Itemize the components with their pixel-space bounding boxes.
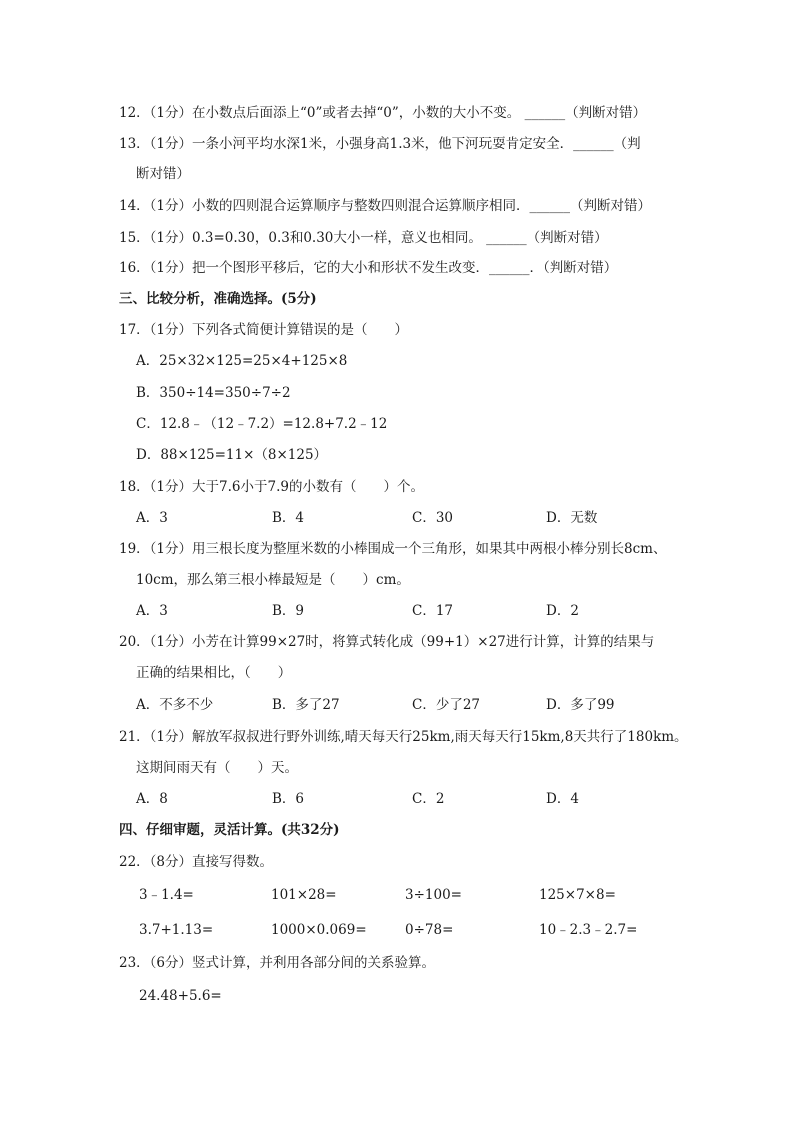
calc-item: 3﹣1.4= [139, 887, 194, 903]
section-3-heading: 三、比较分析，准确选择。(5分) [119, 291, 317, 307]
question-13-line-1: 13．（1分）一条小河平均水深1米，小强身高1.3米，他下河玩耍肯定安全．______（判 [119, 136, 641, 152]
calc-item: 0÷78= [405, 922, 454, 938]
question-23: 23．（6分）竖式计算，并利用各部分间的关系验算。 [119, 955, 436, 971]
q21-option-c: C．2 [412, 791, 445, 807]
question-20-line-1: 20．（1分）小芳在计算99×27时，将算式转化成（99+1）×27进行计算，计算的结果与 [119, 634, 655, 650]
calc-item: 3÷100= [405, 887, 462, 903]
q19-option-d: D．2 [546, 603, 579, 619]
question-13-line-2: 断对错） [136, 166, 190, 182]
calc-item: 3.7+1.13= [139, 922, 214, 938]
q18-option-b: B．4 [272, 510, 305, 526]
q19-option-a: A．3 [136, 603, 168, 619]
q18-option-a: A．3 [136, 510, 168, 526]
section-4-heading: 四、仔细审题，灵活计算。(共32分) [119, 822, 340, 838]
q17-option-d: D．88×125=11×（8×125） [136, 447, 328, 463]
question-12: 12．（1分）在小数点后面添上“0”或者去掉“0”，小数的大小不变。 ______（判断对错） [119, 105, 647, 121]
calc-item: 101×28= [271, 887, 337, 903]
q17-option-b: B．350÷14=350÷7÷2 [136, 385, 291, 401]
q18-option-c: C．30 [412, 510, 454, 526]
question-15: 15．（1分）0.3=0.30，0.3和0.30大小一样，意义也相同。 ______（判断对错） [119, 230, 608, 246]
question-14: 14．（1分）小数的四则混合运算顺序与整数四则混合运算顺序相同．______（判断对错） [119, 198, 652, 214]
calc-item: 1000×0.069= [271, 922, 367, 938]
question-16: 16．（1分）把一个图形平移后，它的大小和形状不发生改变．______．（判断对错） [119, 260, 618, 276]
q19-option-b: B．9 [272, 603, 305, 619]
q20-option-b: B．多了27 [272, 697, 340, 713]
q21-option-a: A．8 [136, 791, 168, 807]
question-20-line-2: 正确的结果相比，（ ） [136, 665, 292, 681]
question-18: 18．（1分）大于7.6小于7.9的小数有（ ）个。 [119, 479, 424, 495]
question-19-line-1: 19．（1分）用三根长度为整厘米数的小棒围成一个三角形，如果其中两根小棒分别长8cm、 [119, 541, 667, 557]
q19-option-c: C．17 [412, 603, 454, 619]
q18-option-d: D．无数 [546, 510, 598, 526]
calc-item: 24.48+5.6= [139, 988, 222, 1004]
q17-option-a: A．25×32×125=25×4+125×8 [136, 353, 348, 369]
q20-option-c: C．少了27 [412, 697, 481, 713]
question-22: 22．（8分）直接写得数。 [119, 854, 274, 870]
question-21-line-2: 这期间雨天有（ ）天。 [136, 760, 298, 776]
q21-option-b: B．6 [272, 791, 305, 807]
q20-option-d: D．多了99 [546, 697, 615, 713]
question-17: 17．（1分）下列各式简便计算错误的是（ ） [119, 322, 409, 338]
question-19-line-2: 10cm，那么第三根小棒最短是（ ）cm。 [136, 572, 410, 588]
calc-item: 125×7×8= [539, 887, 616, 903]
question-21-line-1: 21．（1分）解放军叔叔进行野外训练,晴天每天行25km,雨天每天行15km,8天共行了180km。 [119, 729, 688, 745]
calc-item: 10﹣2.3﹣2.7= [539, 922, 638, 938]
q17-option-c: C．12.8﹣（12﹣7.2）=12.8+7.2﹣12 [136, 416, 388, 432]
q21-option-d: D．4 [546, 791, 579, 807]
q20-option-a: A．不多不少 [136, 697, 214, 713]
